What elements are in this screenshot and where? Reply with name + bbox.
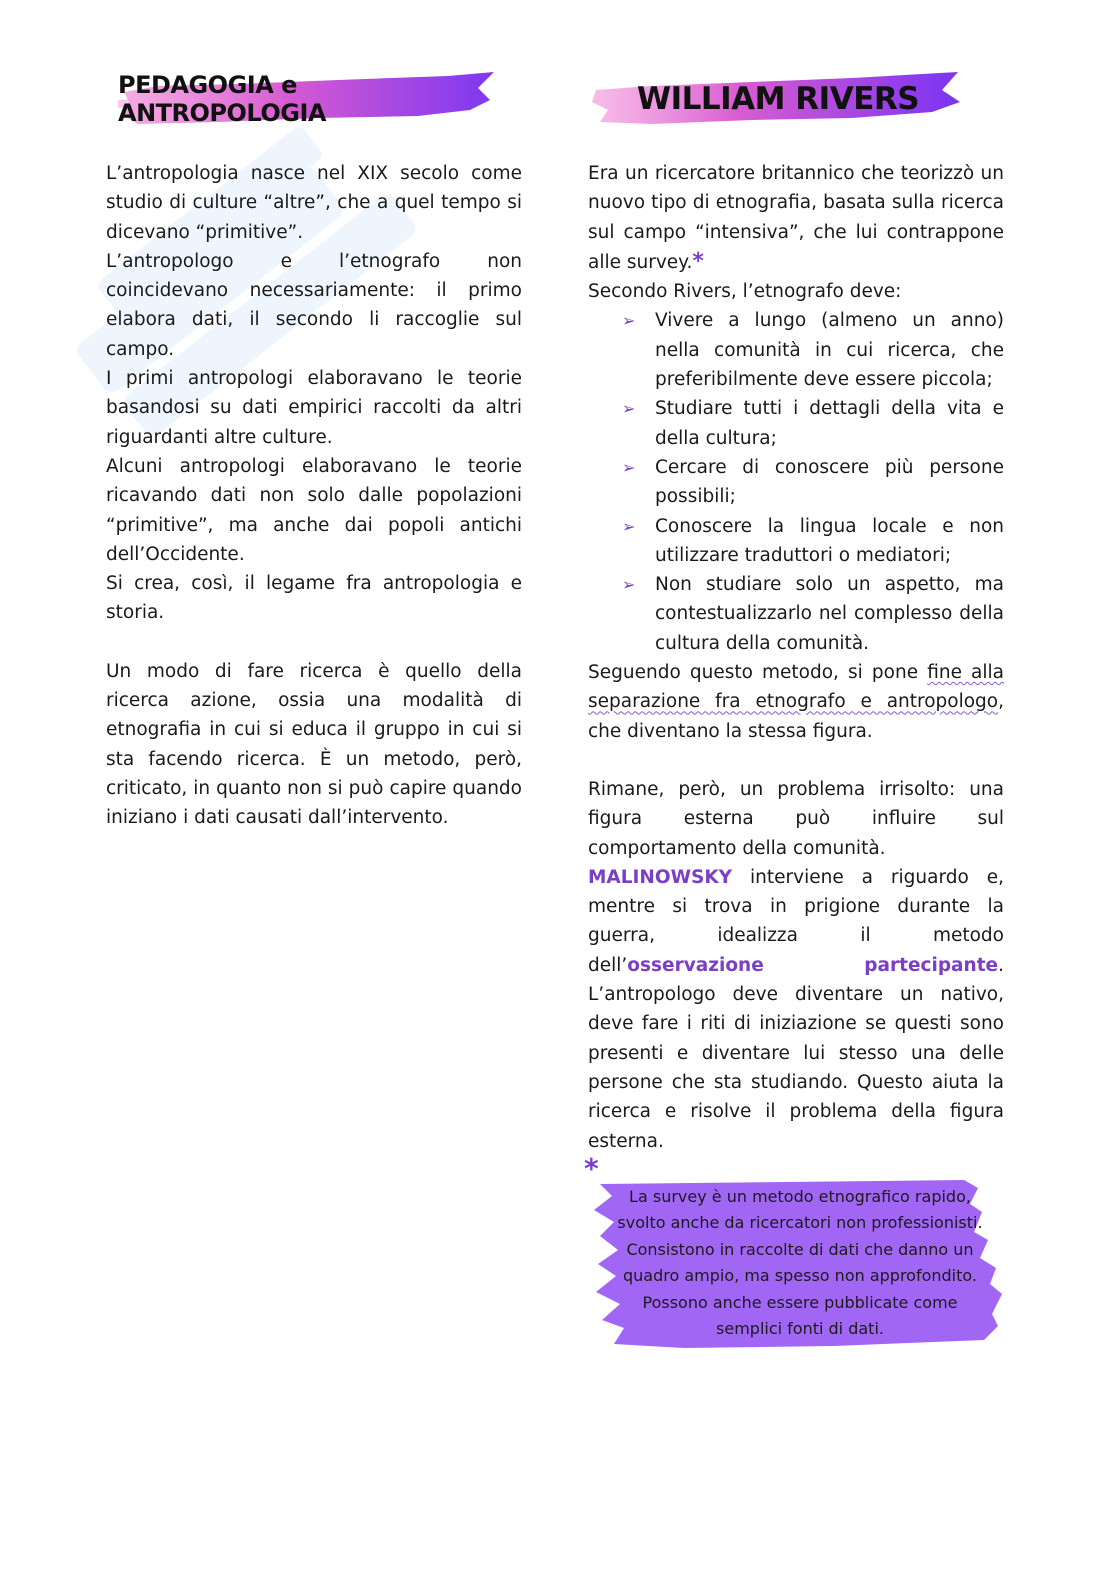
method-underlined-text: fine alla separazione fra etnografo e antropologo [588,662,1004,713]
arrow-bullet-icon: ➢ [622,457,636,477]
osservazione-partecipante-term: osservazione partecipante [627,954,999,976]
arrow-bullet-icon: ➢ [622,516,636,536]
rivers-bullet-list [588,306,1004,658]
left-paragraph-1: L’antropologia nasce nel XIX secolo come studio di culture “altre”, che a quel tempo si dicevano “primitive”. [106,163,522,243]
survey-note-text: La survey è un metodo etnografico rapido, svolto anche da ricercatori non professionisti. Consistono in raccolte di dati che danno un quadro ampio, ma spesso non approfondito. Possono anche essere pubblicate come semplici fonti di dati. [617,1187,983,1339]
method-text-b: , che diventano la stessa figura. [588,691,1004,742]
asterisk-icon: * [692,248,704,274]
left-paragraph-2: L’antropologo e l’etnografo non coincidevano necessariamente: il primo elabora dati, il secondo li raccoglie sul campo. [106,250,522,360]
list-item [588,512,1004,571]
list-item [588,306,1004,394]
method-text-a: Seguendo questo metodo, si pone [588,662,928,684]
list-item [588,394,1004,453]
left-paragraph-5: Si crea, così, il legame fra antropologia e storia. [106,573,522,624]
list-item [588,453,1004,512]
method-paragraph [588,658,1004,746]
right-title-banner [592,70,964,128]
left-paragraph-3: I primi antropologi elaboravano le teorie basandosi su dati empirici raccolti da altri riguardanti altre culture. [106,368,522,448]
right-title: WILLIAM RIVERS [636,81,920,117]
left-title: PEDAGOGIA e ANTROPOLOGIA [118,71,326,127]
survey-note-box [594,1180,1006,1350]
malinowsky-paragraph [588,863,1004,1156]
list-item-text: Cercare di conoscere più persone possibili; [655,456,1004,508]
list-item-text: Conoscere la lingua locale e non utilizzare traduttori o mediatori; [655,515,1004,566]
malinowsky-text-b: . L’antropologo deve diventare un nativo, deve fare i riti di iniziazione se questi sono presenti e diventare lui stesso una delle persone che sta studiando. Questo aiuta la ricerca e risolve il problema della figura esterna. [588,954,1004,1152]
problem-paragraph: Rimane, però, un problema irrisolto: una figura esterna può influire sul comportamento della comunità. [588,778,1004,859]
left-column [106,159,522,833]
list-item-text: Studiare tutti i dettagli della vita e della cultura; [655,398,1004,449]
list-item-text: Vivere a lungo (almeno un anno) nella comunità in cui ricerca, che preferibilmente deve essere piccola; [655,310,1004,391]
note-asterisk-icon: * [584,1152,599,1185]
arrow-bullet-icon: ➢ [622,311,636,331]
right-column [588,159,1004,1156]
list-item [588,570,1004,658]
rivers-intro [588,159,1004,277]
list-item-text: Non studiare solo un aspetto, ma contestualizzarlo nel complesso della cultura della comunità. [655,574,1004,654]
left-paragraph-ricerca-azione: Un modo di fare ricerca è quello della ricerca azione, ossia una modalità di etnografia in cui si educa il gruppo in cui si sta facendo ricerca. È un metodo, però, criticato, in quanto non si può capire quando iniziano i dati causati dall’intervento. [106,660,522,829]
rivers-intro-text: Era un ricercatore britannico che teorizzò un nuovo tipo di etnografia, basata sulla ricerca sul campo “intensiva”, che lui contrappone alle survey. [588,163,1004,273]
left-title-banner [118,70,498,128]
rivers-lead: Secondo Rivers, l’etnografo deve: [588,281,902,303]
left-paragraph-4: Alcuni antropologi elaboravano le teorie ricavando dati non solo dalle popolazioni “primitive”, ma anche dai popoli antichi dell’Occidente. [106,455,522,565]
malinowsky-name: MALINOWSKY [588,866,733,888]
malinowsky-text-a: interviene a riguardo e, mentre si trova in prigione durante la guerra, idealizza il metodo dell’ [588,866,1004,976]
arrow-bullet-icon: ➢ [622,399,636,419]
arrow-bullet-icon: ➢ [622,575,636,595]
